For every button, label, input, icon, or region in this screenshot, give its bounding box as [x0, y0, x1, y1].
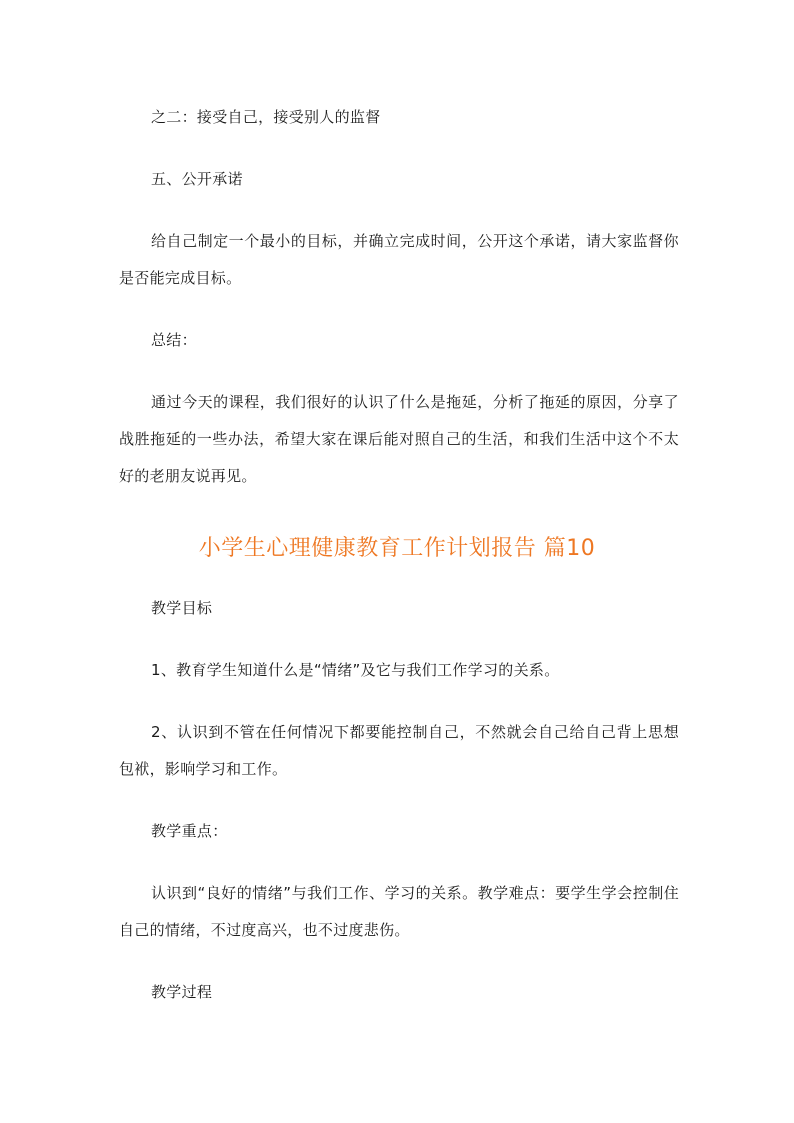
paragraph-teaching-process-title: 教学过程 — [151, 983, 213, 1001]
paragraph-teaching-focus-body: 认识到“良好的情绪”与我们工作、学习的关系。教学难点：要学生学会控制住自己的情绪，不过度高兴，也不过度悲伤。 — [119, 884, 679, 939]
paragraph-goal-one: 1、教育学生知道什么是“情绪”及它与我们工作学习的关系。 — [151, 661, 560, 679]
paragraph-teaching-focus-title: 教学重点： — [151, 822, 228, 840]
paragraph-teaching-goals-title: 教学目标 — [151, 599, 213, 617]
paragraph-public-commitment-body: 给自己制定一个最小的目标，并确立完成时间，公开这个承诺，请大家监督你是否能完成目标。 — [119, 232, 679, 287]
paragraph-public-commitment-title: 五、公开承诺 — [151, 170, 243, 188]
paragraph-summary-body: 通过今天的课程，我们很好的认识了什么是拖延，分析了拖延的原因，分享了战胜拖延的一些办法，希望大家在课后能对照自己的生活，和我们生活中这个不太好的老朋友说再见。 — [119, 393, 679, 485]
paragraph-goal-two: 2、认识到不管在任何情况下都要能控制自己，不然就会自己给自己背上思想包袱，影响学习和工作。 — [119, 723, 679, 778]
paragraph-summary-title: 总结： — [151, 331, 197, 349]
section-heading: 小学生心理健康教育工作计划报告 篇10 — [198, 536, 596, 561]
paragraph-accept-supervision: 之二：接受自己，接受别人的监督 — [151, 108, 381, 126]
